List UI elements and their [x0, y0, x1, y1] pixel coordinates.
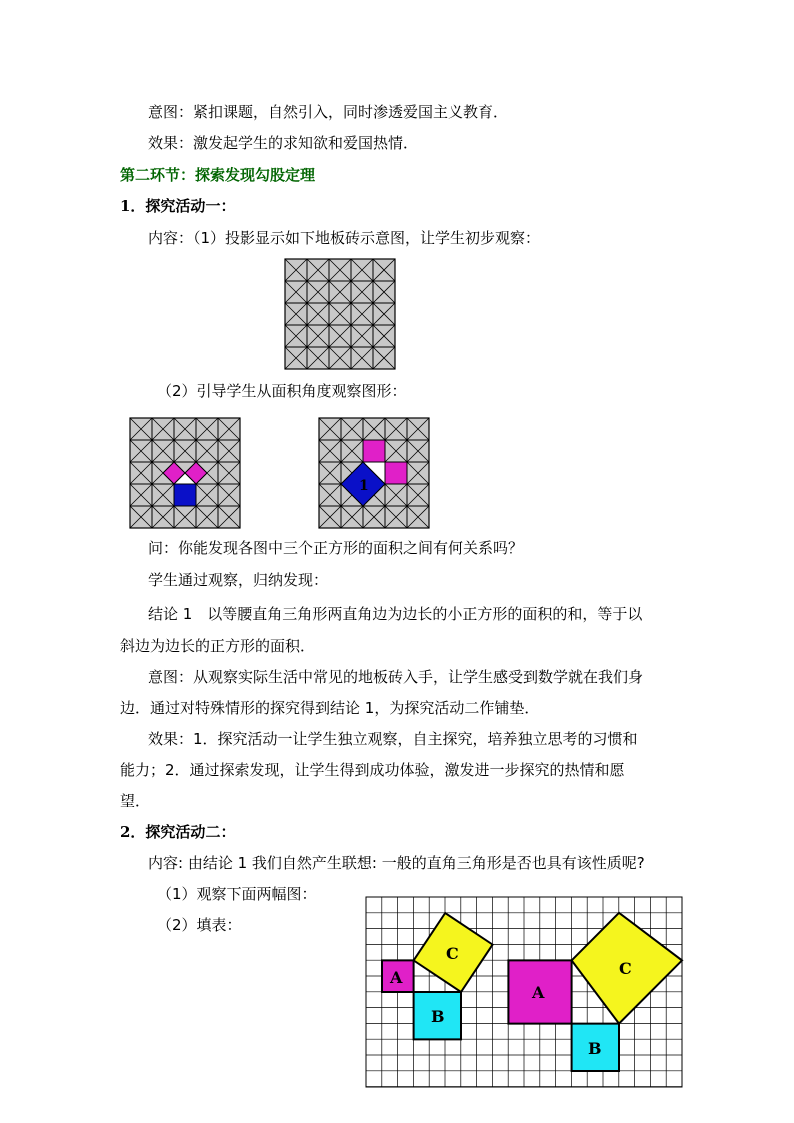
label-a-left: A	[390, 968, 403, 987]
label-b-right: B	[588, 1039, 602, 1058]
label-b-left: B	[431, 1007, 445, 1026]
general-right-triangle-figure	[366, 897, 682, 1087]
center-mark: 1	[359, 478, 369, 494]
label-c-right: C	[619, 959, 632, 978]
observe-line: （1）观察下面两幅图：	[157, 885, 317, 903]
effect-line-2a: 效果：1．探究活动一让学生独立观察，自主探究，培养独立思考的习惯和	[148, 730, 638, 748]
activity-one-heading: 1．探究活动一：	[120, 197, 236, 215]
rotated-squares-figure	[319, 418, 429, 528]
conclusion-line-1: 结论 1 以等腰直角三角形两直角边为边长的小正方形的面积的和，等于以	[148, 605, 643, 623]
floor-tile-figure	[285, 259, 395, 369]
hypotenuse-square	[174, 484, 196, 506]
fill-table-line: （2）填表：	[157, 916, 242, 934]
effect-line-1: 效果：激发起学生的求知欲和爱国热情．	[148, 134, 419, 152]
section-heading: 第二环节：探索发现勾股定理	[120, 166, 316, 184]
activity-two-heading: 2．探究活动二：	[120, 823, 236, 841]
leg-square-right	[385, 462, 407, 484]
content-line-1: 内容：（1）投影显示如下地板砖示意图，让学生初步观察：	[148, 229, 541, 247]
question-line: 问：你能发现各图中三个正方形的面积之间有何关系吗？	[148, 539, 524, 557]
conclusion-line-2: 斜边为边长的正方形的面积．	[120, 637, 316, 655]
intent-line-1: 意图：紧扣课题，自然引入，同时渗透爱国主义教育．	[148, 103, 509, 121]
label-c-left: C	[446, 944, 459, 963]
isosceles-squares-figure	[130, 418, 240, 528]
effect-line-2b: 能力；2．通过探索发现，让学生得到成功体验，激发进一步探究的热情和愿	[120, 761, 625, 779]
label-a-right: A	[532, 983, 545, 1002]
observation-line: 学生通过观察，归纳发现：	[148, 571, 329, 589]
intent-line-2a: 意图：从观察实际生活中常见的地板砖入手，让学生感受到数学就在我们身	[148, 668, 644, 686]
content-line-2: 内容: 由结论 1 我们自然产生联想: 一般的直角三角形是否也具有该性质呢?	[148, 854, 645, 872]
intent-line-2b: 边．通过对特殊情形的探究得到结论 1，为探究活动二作铺垫．	[120, 699, 540, 717]
effect-line-2c: 望．	[120, 792, 151, 810]
guide-line: （2）引导学生从面积角度观察图形：	[157, 382, 407, 400]
leg-square-top	[363, 440, 385, 462]
